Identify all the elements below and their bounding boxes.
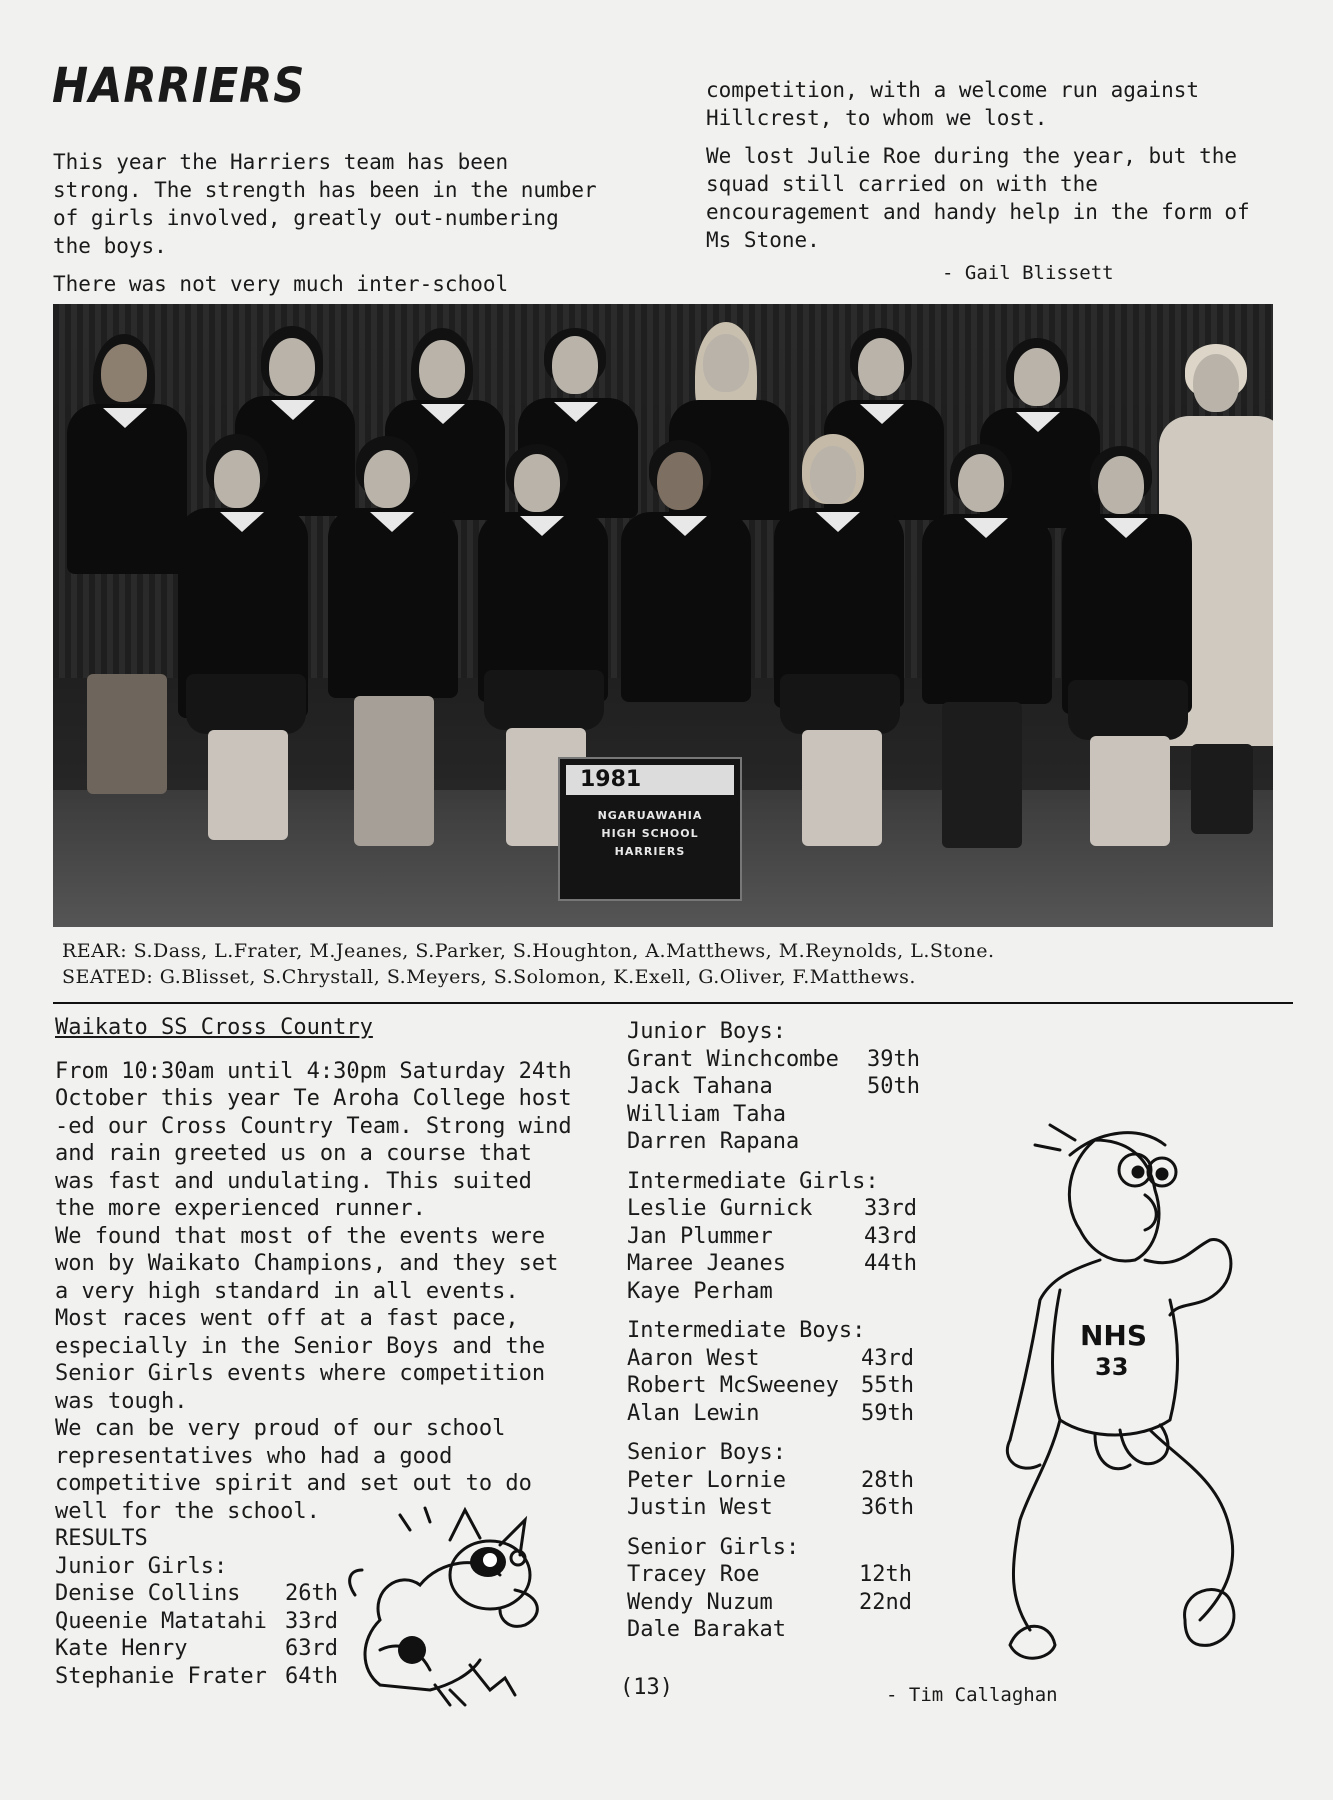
photo-caption-rear: REAR: S.Dass, L.Frater, M.Jeanes, S.Parker, S.Houghton, A.Matthews, M.Reynolds, L.Stone.	[62, 940, 995, 962]
team-sign	[558, 757, 742, 901]
result-row	[627, 1345, 957, 1373]
intro-paragraph: We lost Julie Roe during the year, but the squad still carried on with the encouragement and handy help in the form of Ms Stone.	[706, 144, 1250, 252]
result-row	[627, 1250, 957, 1278]
result-row	[627, 1046, 957, 1074]
intro-left-column	[53, 148, 603, 308]
result-row	[627, 1400, 957, 1428]
runner-name: William Taha	[627, 1101, 786, 1127]
page-number: (13)	[620, 1675, 673, 1700]
result-row	[627, 1195, 957, 1223]
article-author: - Gail Blissett	[942, 262, 1114, 284]
intro-paragraph: competition, with a welcome run against Hillcrest, to whom we lost.	[706, 78, 1200, 130]
runner-place: 50th	[867, 1074, 920, 1099]
runner-place: 59th	[861, 1400, 914, 1426]
runner-place: 28th	[861, 1467, 914, 1493]
runner-place: 63rd	[285, 1636, 338, 1661]
runner-place: 33rd	[864, 1196, 917, 1221]
intro-paragraph: There was not very much inter-school	[53, 272, 509, 296]
team-photo	[53, 304, 1273, 927]
sign-line: HARRIERS	[614, 845, 686, 858]
sign-line: NGARUAWAHIA	[597, 809, 703, 822]
runner-name: Wendy Nuzum	[627, 1589, 773, 1615]
article-title: HARRIERS	[52, 58, 306, 114]
runner-name: Robert McSweeney	[627, 1373, 839, 1398]
paragraph-line: a very high standard in all events.	[55, 1278, 519, 1304]
paragraph-line: From 10:30am until 4:30pm Saturday 24th	[55, 1058, 572, 1084]
paragraph-line: Senior Girls events where competition	[55, 1361, 546, 1386]
section-divider	[53, 1002, 1293, 1004]
runner-name: Justin West	[627, 1495, 773, 1520]
runner-name: Grant Winchcombe	[627, 1046, 839, 1072]
shirt-text: NHS	[1080, 1319, 1148, 1352]
paragraph-line: the more experienced runner.	[55, 1196, 426, 1221]
runner-name: Stephanie Frater	[55, 1663, 267, 1689]
intro-paragraph: This year the Harriers team has been strong. The strength has been in the number of girls involved, greatly out-numbering the boys.	[53, 150, 597, 258]
result-row	[627, 1372, 957, 1400]
paragraph-line: was tough.	[55, 1388, 188, 1414]
paragraph-line: especially in the Senior Boys and the	[55, 1333, 546, 1359]
results-group-label: Senior Boys:	[627, 1440, 786, 1465]
result-row	[627, 1467, 957, 1495]
results-group-label: Senior Girls:	[627, 1534, 800, 1560]
intro-right-column	[706, 76, 1266, 264]
paragraph-line: representatives who had a good	[55, 1443, 453, 1469]
runner-name: Darren Rapana	[627, 1129, 800, 1154]
paragraph-line: competitive spirit and set out to do	[55, 1471, 532, 1496]
dog-cartoon-icon	[340, 1500, 590, 1710]
result-row	[627, 1589, 957, 1617]
runner-name: Alan Lewin	[627, 1400, 760, 1426]
runner-place: 39th	[867, 1046, 920, 1072]
paragraph-line: We found that most of the events were	[55, 1223, 546, 1249]
runner-place: 64th	[285, 1663, 338, 1689]
runner-place: 55th	[861, 1373, 914, 1398]
runner-place: 33rd	[285, 1608, 338, 1634]
runner-place: 43rd	[861, 1345, 914, 1371]
runner-place: 43rd	[864, 1223, 917, 1249]
paragraph-line: -ed our Cross Country Team. Strong wind	[55, 1113, 572, 1139]
runner-name: Peter Lornie	[627, 1467, 786, 1493]
illustrator-credit: - Tim Callaghan	[886, 1684, 1058, 1706]
result-row	[627, 1561, 957, 1589]
runner-place: 22nd	[859, 1589, 912, 1615]
sign-year: 1981	[566, 765, 734, 795]
result-row	[627, 1278, 957, 1306]
runner-name: Jan Plummer	[627, 1223, 773, 1249]
runner-name: Leslie Gurnick	[627, 1196, 813, 1221]
runner-place: 12th	[859, 1562, 912, 1587]
runner-name: Jack Tahana	[627, 1074, 773, 1099]
paragraph-line: well for the school.	[55, 1498, 320, 1524]
runner-cartoon-icon	[950, 1100, 1280, 1700]
runner-name: Denise Collins	[55, 1581, 241, 1606]
result-row	[627, 1128, 957, 1156]
runner-name: Dale Barakat	[627, 1617, 786, 1642]
results-label: RESULTS	[55, 1526, 148, 1551]
result-row	[627, 1223, 957, 1251]
runner-place: 36th	[861, 1495, 914, 1520]
results-group-label: Junior Girls:	[55, 1553, 228, 1579]
paragraph-line: was fast and undulating. This suited	[55, 1168, 532, 1194]
sign-line: HIGH SCHOOL	[601, 827, 699, 840]
shirt-number: 33	[1095, 1353, 1129, 1381]
paragraph-line: Most races went off at a fast pace,	[55, 1306, 519, 1331]
runner-name: Kaye Perham	[627, 1278, 773, 1304]
result-row	[627, 1616, 957, 1644]
result-row	[627, 1073, 957, 1101]
paragraph-line: We can be very proud of our school	[55, 1416, 506, 1441]
photo-caption-seated: SEATED: G.Blisset, S.Chrystall, S.Meyers, S.Solomon, K.Exell, G.Oliver, F.Matthews.	[62, 966, 916, 988]
paragraph-line: won by Waikato Champions, and they set	[55, 1251, 559, 1276]
result-row	[627, 1101, 957, 1129]
section-heading: Waikato SS Cross Country	[55, 1015, 373, 1040]
paragraph-line: October this year Te Aroha College host	[55, 1086, 572, 1111]
runner-place: 26th	[285, 1581, 338, 1606]
results-group-label: Intermediate Girls:	[627, 1168, 879, 1194]
runner-name: Maree Jeanes	[627, 1251, 786, 1276]
runner-place: 44th	[864, 1251, 917, 1276]
results-group-label: Intermediate Boys:	[627, 1318, 866, 1343]
runner-name: Kate Henry	[55, 1636, 188, 1661]
runner-name: Queenie Matatahi	[55, 1608, 267, 1634]
results-group-label: Junior Boys:	[627, 1019, 786, 1044]
paragraph-line: and rain greeted us on a course that	[55, 1141, 532, 1166]
results-column	[627, 1018, 957, 1644]
runner-name: Aaron West	[627, 1345, 760, 1371]
runner-name: Tracey Roe	[627, 1562, 760, 1587]
result-row	[627, 1494, 957, 1522]
